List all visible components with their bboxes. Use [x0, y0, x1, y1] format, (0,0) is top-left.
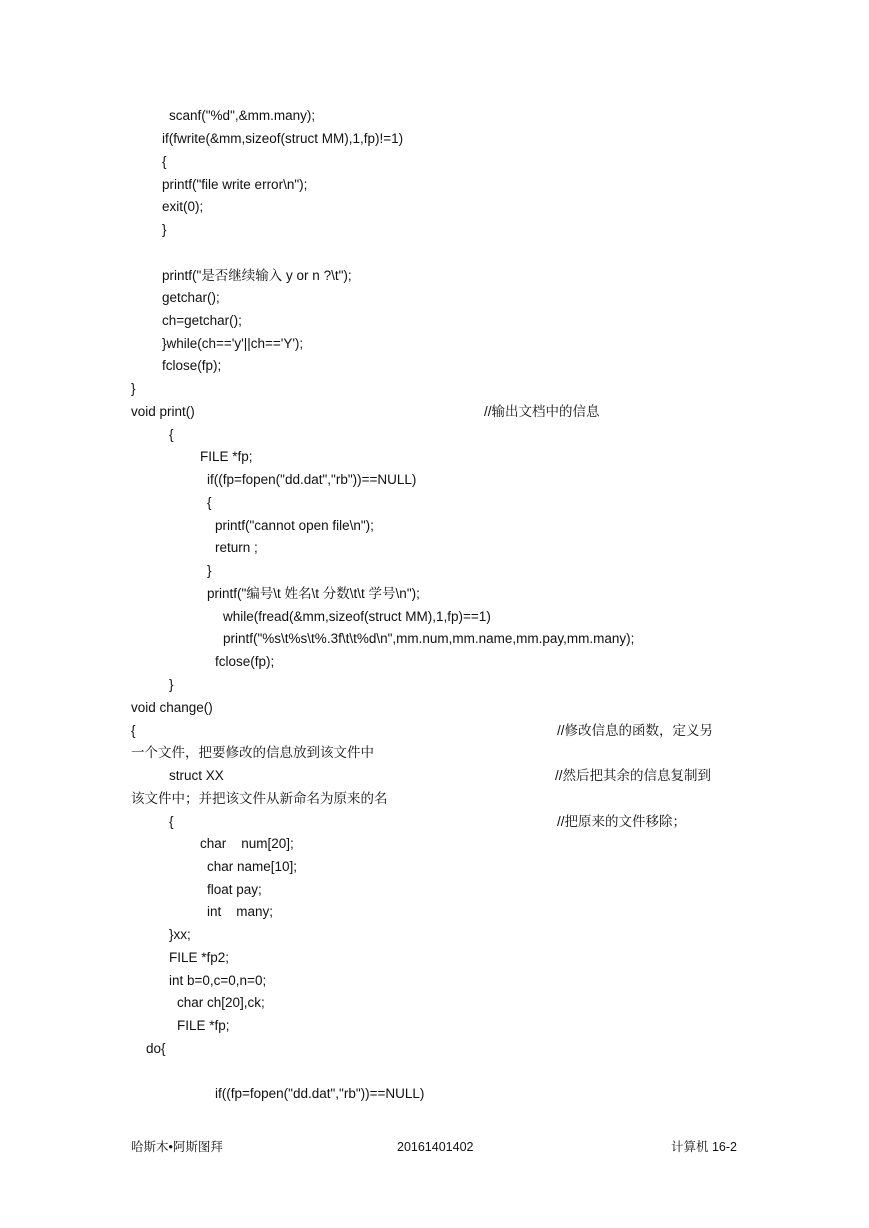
code-line: do{	[146, 1041, 166, 1056]
code-line: FILE *fp;	[177, 1018, 230, 1033]
code-line: printf("cannot open file\n");	[215, 518, 374, 533]
code-comment: //修改信息的函数，定义另	[557, 723, 714, 738]
code-line: ch=getchar();	[162, 313, 242, 328]
code-line: struct XX	[169, 768, 224, 783]
code-comment: //把原来的文件移除；	[557, 814, 687, 829]
code-line: getchar();	[162, 290, 220, 305]
code-line: FILE *fp;	[200, 449, 253, 464]
code-line: if((fp=fopen("dd.dat","rb"))==NULL)	[215, 1086, 425, 1101]
footer-class: 计算机 16-2	[671, 1140, 737, 1154]
code-line: {	[162, 154, 167, 169]
code-line: }	[169, 677, 174, 692]
code-line: char name[10];	[207, 859, 298, 874]
code-line: {	[169, 427, 174, 442]
code-line: {	[169, 814, 174, 829]
code-line: }xx;	[169, 927, 191, 942]
code-line: scanf("%d",&mm.many);	[169, 108, 316, 123]
footer-student-id: 20161401402	[397, 1140, 474, 1154]
code-line: }	[162, 222, 167, 237]
code-line: {	[207, 495, 212, 510]
code-line: if(fwrite(&mm,sizeof(struct MM),1,fp)!=1)	[162, 131, 404, 146]
code-line: printf("是否继续输入 y or n ?\t");	[162, 268, 352, 283]
code-line: }	[207, 563, 212, 578]
code-comment: //输出文档中的信息	[484, 404, 600, 419]
code-line: while(fread(&mm,sizeof(struct MM),1,fp)==1)	[223, 609, 491, 624]
code-line: printf("编号\t 姓名\t 分数\t\t 学号\n");	[207, 586, 420, 601]
code-line: void change()	[131, 700, 213, 715]
code-line: printf("%s\t%s\t%.3f\t\t%d\n",mm.num,mm.name,mm.pay,mm.many);	[223, 631, 635, 646]
code-line: char num[20];	[200, 836, 294, 851]
code-line: fclose(fp);	[162, 358, 222, 373]
code-line: return ;	[215, 540, 258, 555]
code-line: }while(ch=='y'||ch=='Y');	[162, 336, 304, 351]
code-line: printf("file write error\n");	[162, 177, 308, 192]
code-line: if((fp=fopen("dd.dat","rb"))==NULL)	[207, 472, 417, 487]
code-comment: //然后把其余的信息复制到	[555, 768, 712, 783]
code-line: fclose(fp);	[215, 654, 275, 669]
code-line: int many;	[207, 904, 274, 919]
code-line: exit(0);	[162, 199, 204, 214]
code-line: void print()	[131, 404, 195, 419]
code-line: int b=0,c=0,n=0;	[169, 973, 267, 988]
code-line: }	[131, 381, 136, 396]
code-line: {	[131, 723, 136, 738]
code-line: float pay;	[207, 882, 262, 897]
code-line: char ch[20],ck;	[177, 995, 265, 1010]
code-line: FILE *fp2;	[169, 950, 230, 965]
code-line: 一个文件，把要修改的信息放到该文件中	[131, 745, 374, 760]
footer-author: 哈斯木•阿斯图拜	[131, 1140, 223, 1154]
code-line: 该文件中；并把该文件从新命名为原来的名	[131, 791, 388, 806]
